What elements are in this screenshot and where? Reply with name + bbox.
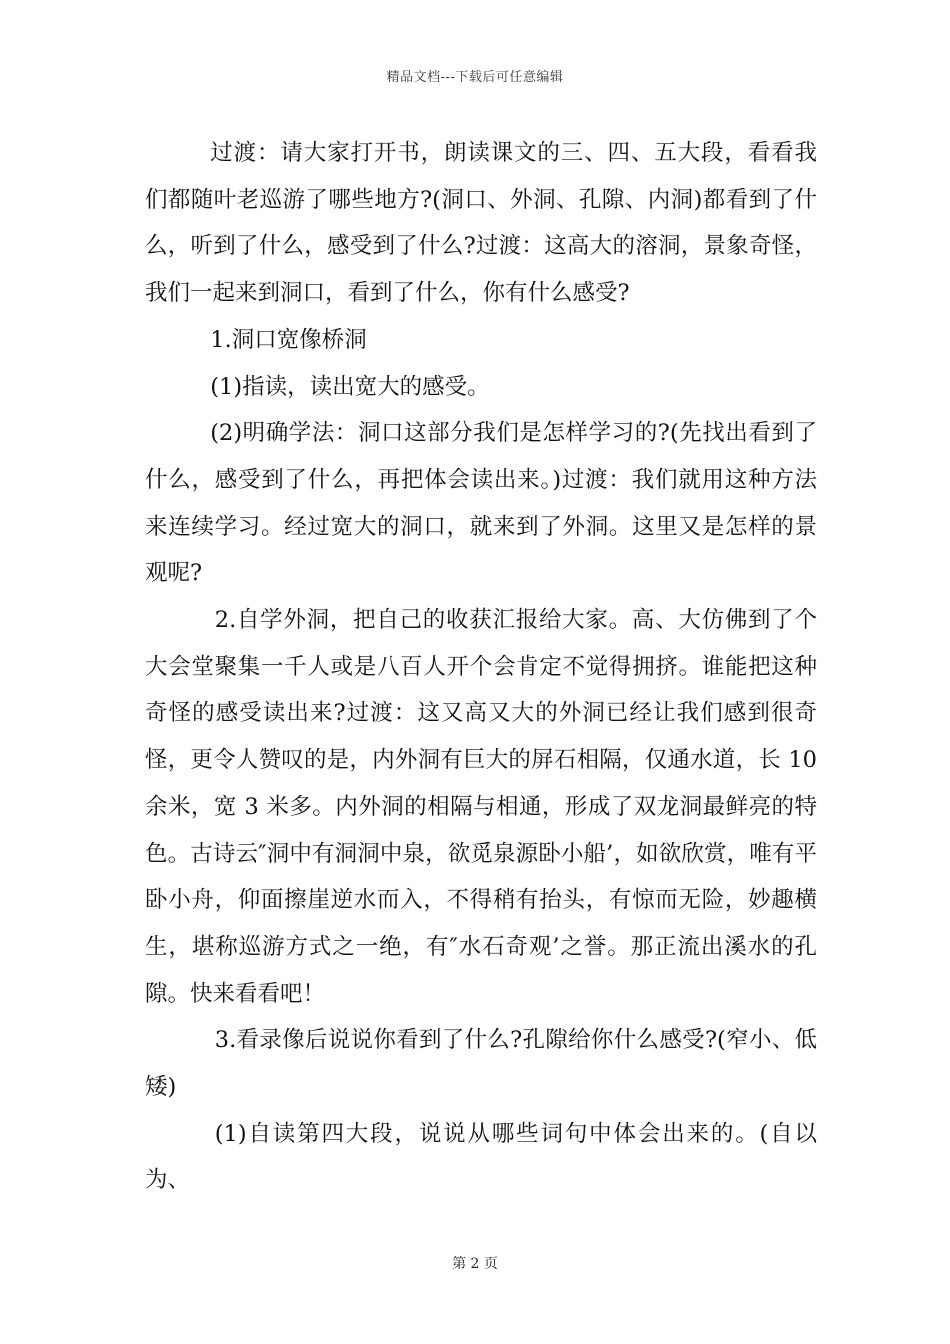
paragraph-heading-2: 2.自学外洞，把自己的收获汇报给大家。高、大仿佛到了个大会堂聚集一千人或是八百人开个会肯定不觉得拥挤。谁能把这种奇怪的感受读出来?过渡：这又高又大的外洞已经让我们感到很奇怪，更令人赞叹的是，内外洞有巨大的屏石相隔，仅通水道，长 10 余米，宽 3 米多。内外洞的相隔与相通，形成了双龙洞最鲜亮的特色。古诗云″洞中有洞洞中泉，欲觅泉源卧小船’，如欲欣赏，唯有平卧小舟，仰面擦崖逆水而入，不得稍有抬头，有惊而无险，妙趣横生，堪称巡游方式之一绝，有″水石奇观’之誉。那正流出溪水的孔隙。快来看看吧！: [145, 607, 817, 1007]
paragraph-item-1-2: (2)明确学法：洞口这部分我们是怎样学习的?(先找出看到了什么，感受到了什么，再把体会读出来。)过渡：我们就用这种方法来连续学习。经过宽大的洞口，就来到了外洞。这里又是怎样的景观呢?: [145, 420, 817, 587]
document-body: [145, 130, 817, 1204]
paragraph-heading-3: 3.看录像后说说你看到了什么?孔隙给你什么感受?(窄小、低矮): [145, 1027, 817, 1101]
paragraph-item-1-1: (1)指读，读出宽大的感受。: [210, 373, 490, 400]
page-header: 精品文档---下载后可任意编辑: [386, 70, 564, 85]
paragraph-heading-1: 1.洞口宽像桥洞: [210, 326, 367, 353]
paragraph-item-3-1: (1)自读第四大段，说说从哪些词句中体会出来的。(自以为、: [145, 1120, 817, 1194]
paragraph-transition-intro: 过渡：请大家打开书，朗读课文的三、四、五大段，看看我们都随叶老巡游了哪些地方?(洞口、外洞、孔隙、内洞)都看到了什么，听到了什么，感受到了什么?过渡：这高大的溶洞，景象奇怪，我们一起来到洞口，看到了什么，你有什么感受?: [145, 140, 817, 307]
page-number: 第 2 页: [452, 1256, 498, 1272]
